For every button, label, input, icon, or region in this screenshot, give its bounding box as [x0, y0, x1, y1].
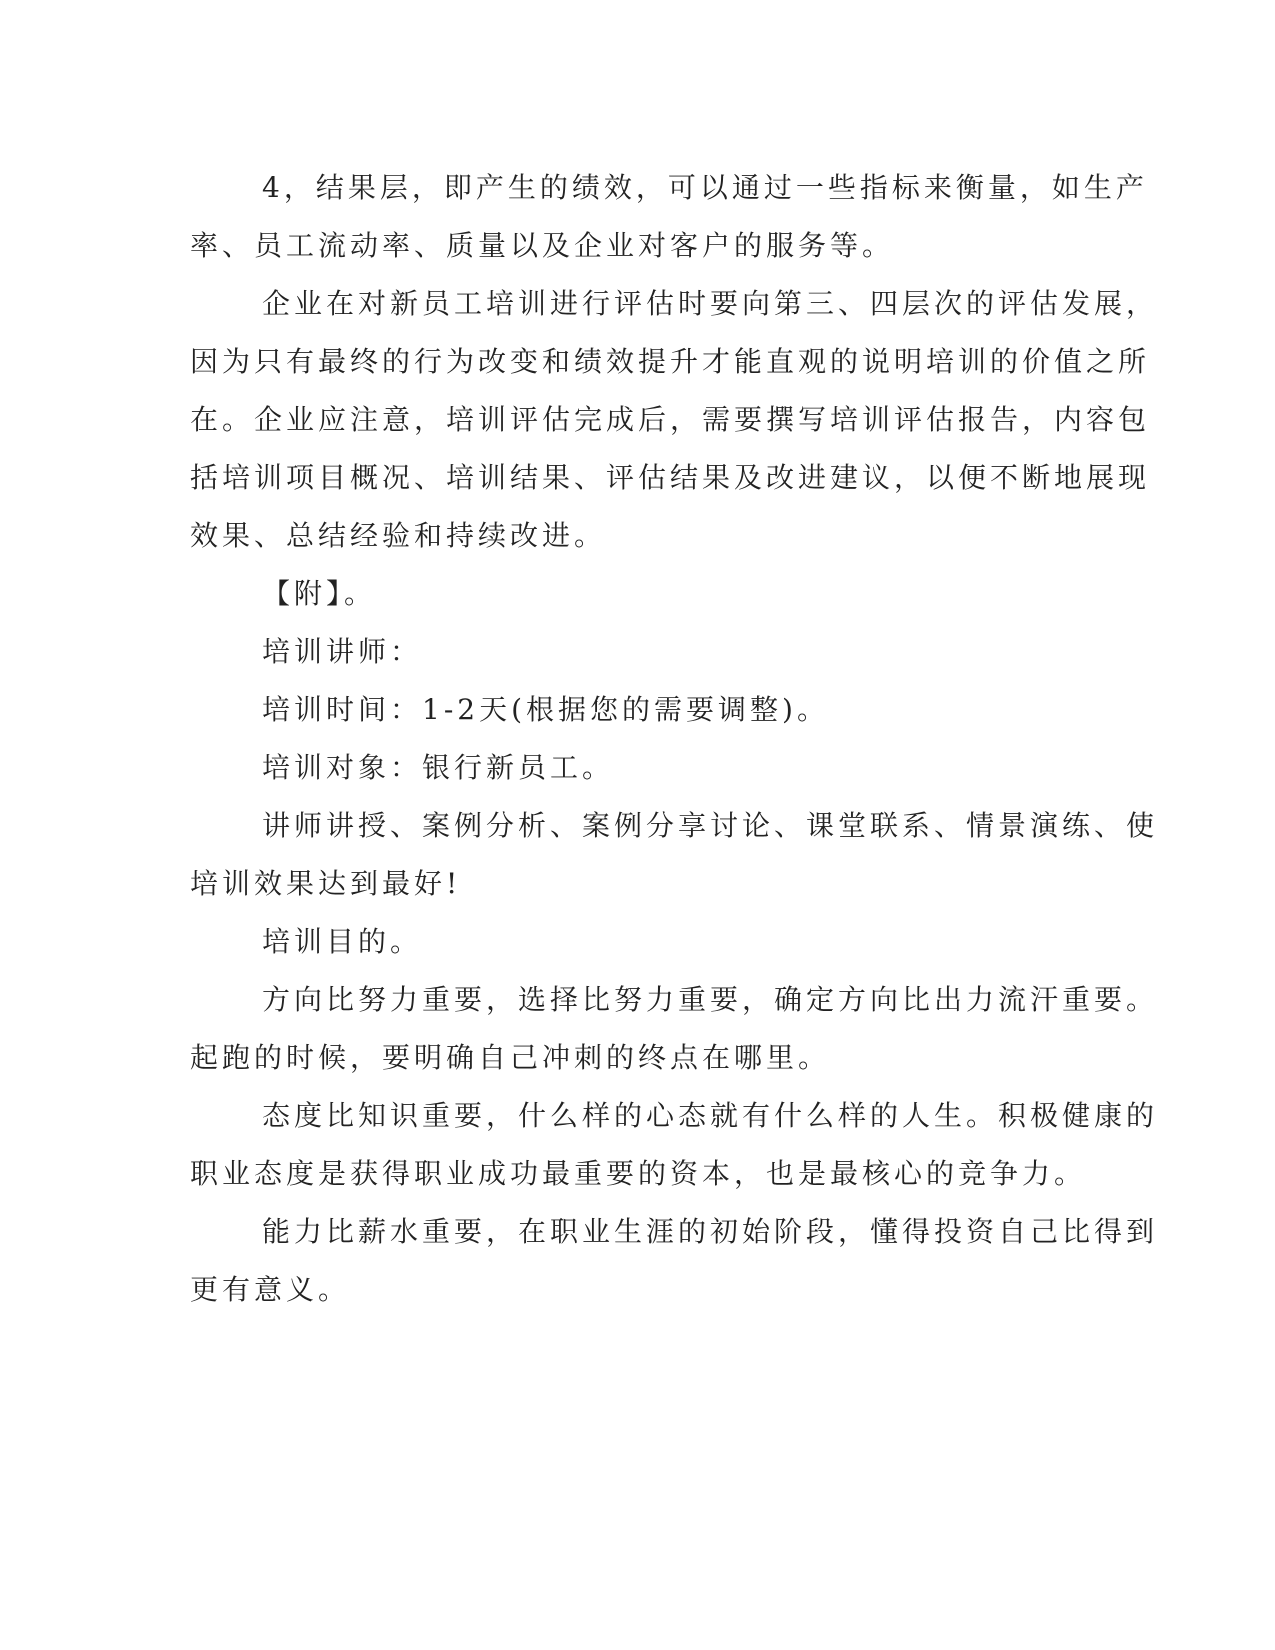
paragraph-line: 职业态度是获得职业成功最重要的资本，也是最核心的竞争力。 [190, 1157, 1087, 1190]
appendix-heading: 【附】。 [262, 577, 377, 610]
paragraph-line: 讲师讲授、案例分析、案例分享讨论、课堂联系、情景演练、使 [262, 809, 1159, 842]
training-time-line: 培训时间：1-2天(根据您的需要调整)。 [262, 693, 829, 726]
paragraph-line: 在。企业应注意，培训评估完成后，需要撰写培训评估报告，内容包 [190, 403, 1151, 436]
paragraph-line: 企业在对新员工培训进行评估时要向第三、四层次的评估发展， [262, 287, 1159, 320]
paragraph-line: 培训效果达到最好! [190, 867, 462, 900]
paragraph-line: 方向比努力重要，选择比努力重要，确定方向比出力流汗重要。 [262, 983, 1159, 1016]
training-goal-heading: 培训目的。 [262, 925, 423, 958]
trainer-line: 培训讲师： [262, 635, 423, 668]
paragraph-line: 起跑的时候，要明确自己冲刺的终点在哪里。 [190, 1041, 831, 1074]
paragraph-line: 效果、总结经验和持续改进。 [190, 519, 607, 552]
paragraph-line: 因为只有最终的行为改变和绩效提升才能直观的说明培训的价值之所 [190, 345, 1151, 378]
paragraph-line: 能力比薪水重要，在职业生涯的初始阶段，懂得投资自己比得到 [262, 1215, 1159, 1248]
paragraph-line: 率、员工流动率、质量以及企业对客户的服务等。 [190, 229, 895, 262]
training-audience-line: 培训对象：银行新员工。 [262, 751, 615, 784]
paragraph-line: 态度比知识重要，什么样的心态就有什么样的人生。积极健康的 [262, 1099, 1159, 1132]
paragraph-line: 括培训项目概况、培训结果、评估结果及改进建议，以便不断地展现 [190, 461, 1151, 494]
paragraph-line: 4，结果层，即产生的绩效，可以通过一些指标来衡量，如生产 [262, 171, 1148, 204]
paragraph-line: 更有意义。 [190, 1273, 351, 1306]
